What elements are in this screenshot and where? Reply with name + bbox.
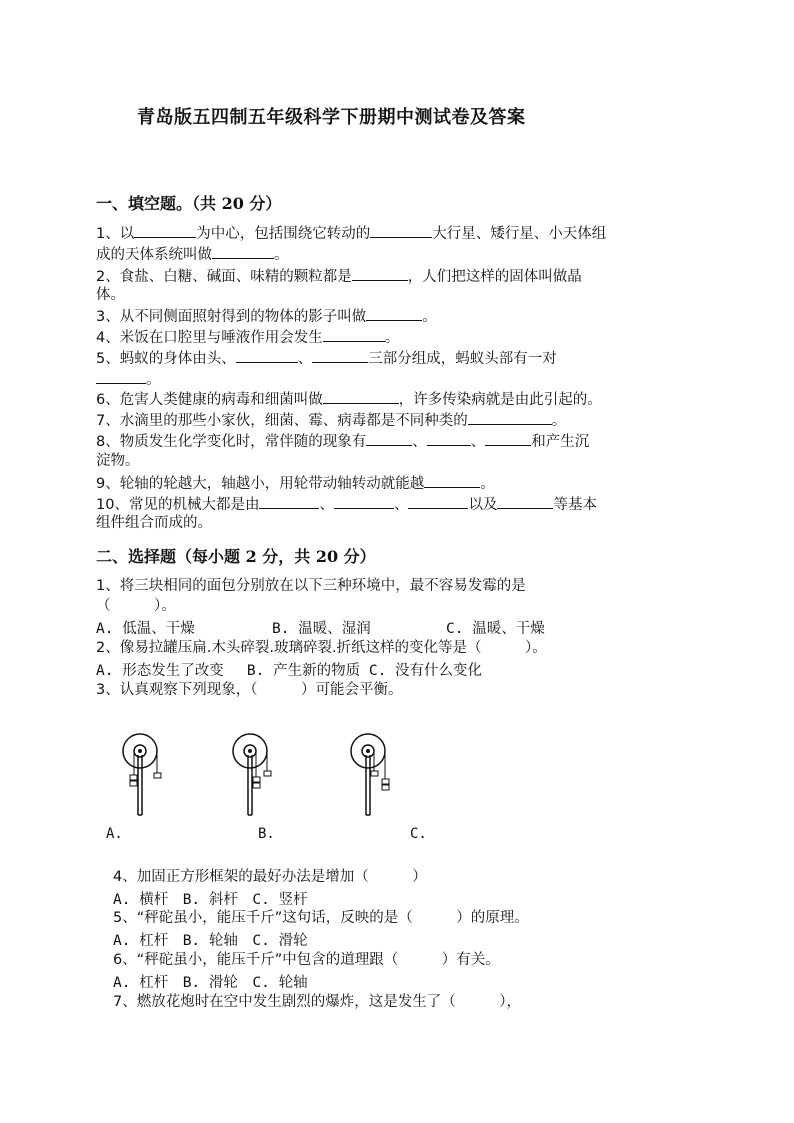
answer-blank[interactable] xyxy=(485,430,531,446)
answer-blank[interactable] xyxy=(370,222,432,238)
answer-blank[interactable] xyxy=(366,305,422,321)
question-text: 5、蚂蚁的身体由头、 xyxy=(96,351,236,367)
question-text: 三部分组成，蚂蚁头部有一对 xyxy=(368,351,557,367)
question-5-line-2 xyxy=(96,368,161,390)
option-b[interactable]: B. 温暖、湿润 xyxy=(272,621,371,637)
question-10-line-2: 组件组合而成的。 xyxy=(96,515,212,531)
page-title: 青岛版五四制五年级科学下册期中测试卷及答案 xyxy=(137,107,526,128)
question-6 xyxy=(96,388,602,410)
question-text: 。 xyxy=(384,330,400,346)
mc-question-7: 7、燃放花炮时在空中发生剧烈的爆炸，这是发生了（ ）， xyxy=(113,994,521,1010)
question-text: 1、以 xyxy=(96,226,135,242)
answer-blank[interactable] xyxy=(366,430,412,446)
question-text: ，许多传染病就是由此引起的。 xyxy=(398,392,602,408)
answer-blank[interactable] xyxy=(236,347,298,363)
question-text: 和产生沉 xyxy=(531,434,590,450)
section2-heading: 二、选择题（每小题 2 分，共 20 分） xyxy=(96,547,376,566)
question-10-line-1 xyxy=(96,493,597,515)
answer-blank[interactable] xyxy=(259,493,319,509)
answer-blank[interactable] xyxy=(334,493,394,509)
question-1-line-2 xyxy=(96,243,289,265)
mc-question-5: 5、“秤砣虽小，能压千斤”这句话，反映的是（ ）的原理。 xyxy=(113,910,529,926)
question-text: 成的天体系统叫做 xyxy=(96,247,212,263)
wheel-axle-figure-b xyxy=(232,733,278,817)
question-text: ，人们把这样的固体叫做晶 xyxy=(407,269,582,285)
question-4 xyxy=(96,326,399,348)
question-text: 9、轮轴的轮越大，轴越小，用轮带动轴转动就能越 xyxy=(96,476,425,492)
answer-blank[interactable] xyxy=(497,493,553,509)
mc-question-4-options[interactable]: A. 横杆 B. 斜杆 C. 竖杆 xyxy=(113,892,308,908)
question-8-line-2: 淀物。 xyxy=(96,453,140,469)
question-text: 3、从不同侧面照射得到的物体的影子叫做 xyxy=(96,309,367,325)
question-text: 7、水滴里的那些小家伙，细菌、霉、病毒都是不同种类的 xyxy=(96,413,468,429)
question-text: 等基本 xyxy=(553,497,597,513)
question-9 xyxy=(96,472,495,494)
mc-question-1-line-1: 1、将三块相同的面包分别放在以下三种环境中，最不容易发霉的是 xyxy=(96,578,526,594)
mc-question-1-line-2: （ ）。 xyxy=(96,598,176,614)
question-text: 。 xyxy=(551,413,567,429)
question-1-line-1 xyxy=(96,222,606,244)
question-text: 以及 xyxy=(468,497,498,513)
figure-label-a[interactable]: A. xyxy=(106,826,123,842)
question-text: 4、米饭在口腔里与唾液作用会发生 xyxy=(96,330,323,346)
question-text: 为中心，包括围绕它转动的 xyxy=(196,226,371,242)
question-text: 2、食盐、白糖、碱面、味精的颗粒都是 xyxy=(96,269,352,285)
mc-question-3: 3、认真观察下列现象，（ ）可能会平衡。 xyxy=(96,682,403,698)
option-a[interactable]: A. 低温、干燥 xyxy=(96,621,195,637)
question-text: 、 xyxy=(412,434,427,450)
question-text: 、 xyxy=(297,351,313,367)
answer-blank[interactable] xyxy=(424,472,480,488)
question-text: 、 xyxy=(319,497,334,513)
answer-blank[interactable] xyxy=(134,222,196,238)
section1-heading: 一、填空题。（共 20 分） xyxy=(96,194,282,213)
answer-blank[interactable] xyxy=(427,430,471,446)
mc-question-6: 6、“秤砣虽小，能压千斤”中包含的道理跟（ ）有关。 xyxy=(113,952,500,968)
figure-label-b[interactable]: B. xyxy=(258,826,275,842)
answer-blank[interactable] xyxy=(352,265,408,281)
answer-blank[interactable] xyxy=(312,347,368,363)
answer-blank[interactable] xyxy=(323,326,385,342)
wheel-axle-figure-a xyxy=(118,733,164,817)
mc-question-2: 2、像易拉罐压扁.木头碎裂.玻璃碎裂.折纸这样的变化等是（ ）。 xyxy=(96,640,547,656)
wheel-axle-figure-c xyxy=(348,733,394,817)
option-c[interactable]: C. 温暖、干燥 xyxy=(446,621,545,637)
question-2-line-2: 体。 xyxy=(96,287,125,303)
question-text: 8、物质发生化学变化时，常伴随的现象有 xyxy=(96,434,367,450)
answer-blank[interactable] xyxy=(408,493,468,509)
answer-blank[interactable] xyxy=(96,368,146,384)
mc-question-4: 4、加固正方形框架的最好办法是增加（ ） xyxy=(113,869,427,885)
mc-question-6-options[interactable]: A. 杠杆 B. 滑轮 C. 轮轴 xyxy=(113,975,308,991)
question-5-line-1 xyxy=(96,347,557,369)
question-text: 6、危害人类健康的病毒和细菌叫做 xyxy=(96,392,323,408)
mc-question-5-options[interactable]: A. 杠杆 B. 轮轴 C. 滑轮 xyxy=(113,933,308,949)
question-7 xyxy=(96,409,566,431)
question-text: 、 xyxy=(470,434,486,450)
question-text: 。 xyxy=(422,309,437,325)
question-2-line-1 xyxy=(96,265,582,287)
question-text: 。 xyxy=(274,247,289,263)
question-text: 大行星、矮行星、小天体组 xyxy=(432,226,607,242)
answer-blank[interactable] xyxy=(323,388,399,404)
question-text: 。 xyxy=(480,476,495,492)
answer-blank[interactable] xyxy=(468,409,552,425)
question-8-line-1 xyxy=(96,430,589,452)
question-3 xyxy=(96,305,437,327)
mc-question-2-options[interactable]: A. 形态发生了改变 B. 产生新的物质 C. 没有什么变化 xyxy=(96,663,483,679)
question-text: 、 xyxy=(393,497,409,513)
question-text: 10、常见的机械大都是由 xyxy=(96,497,260,513)
question-text: 。 xyxy=(146,372,161,388)
answer-blank[interactable] xyxy=(212,243,274,259)
figure-label-c[interactable]: C. xyxy=(410,826,427,842)
